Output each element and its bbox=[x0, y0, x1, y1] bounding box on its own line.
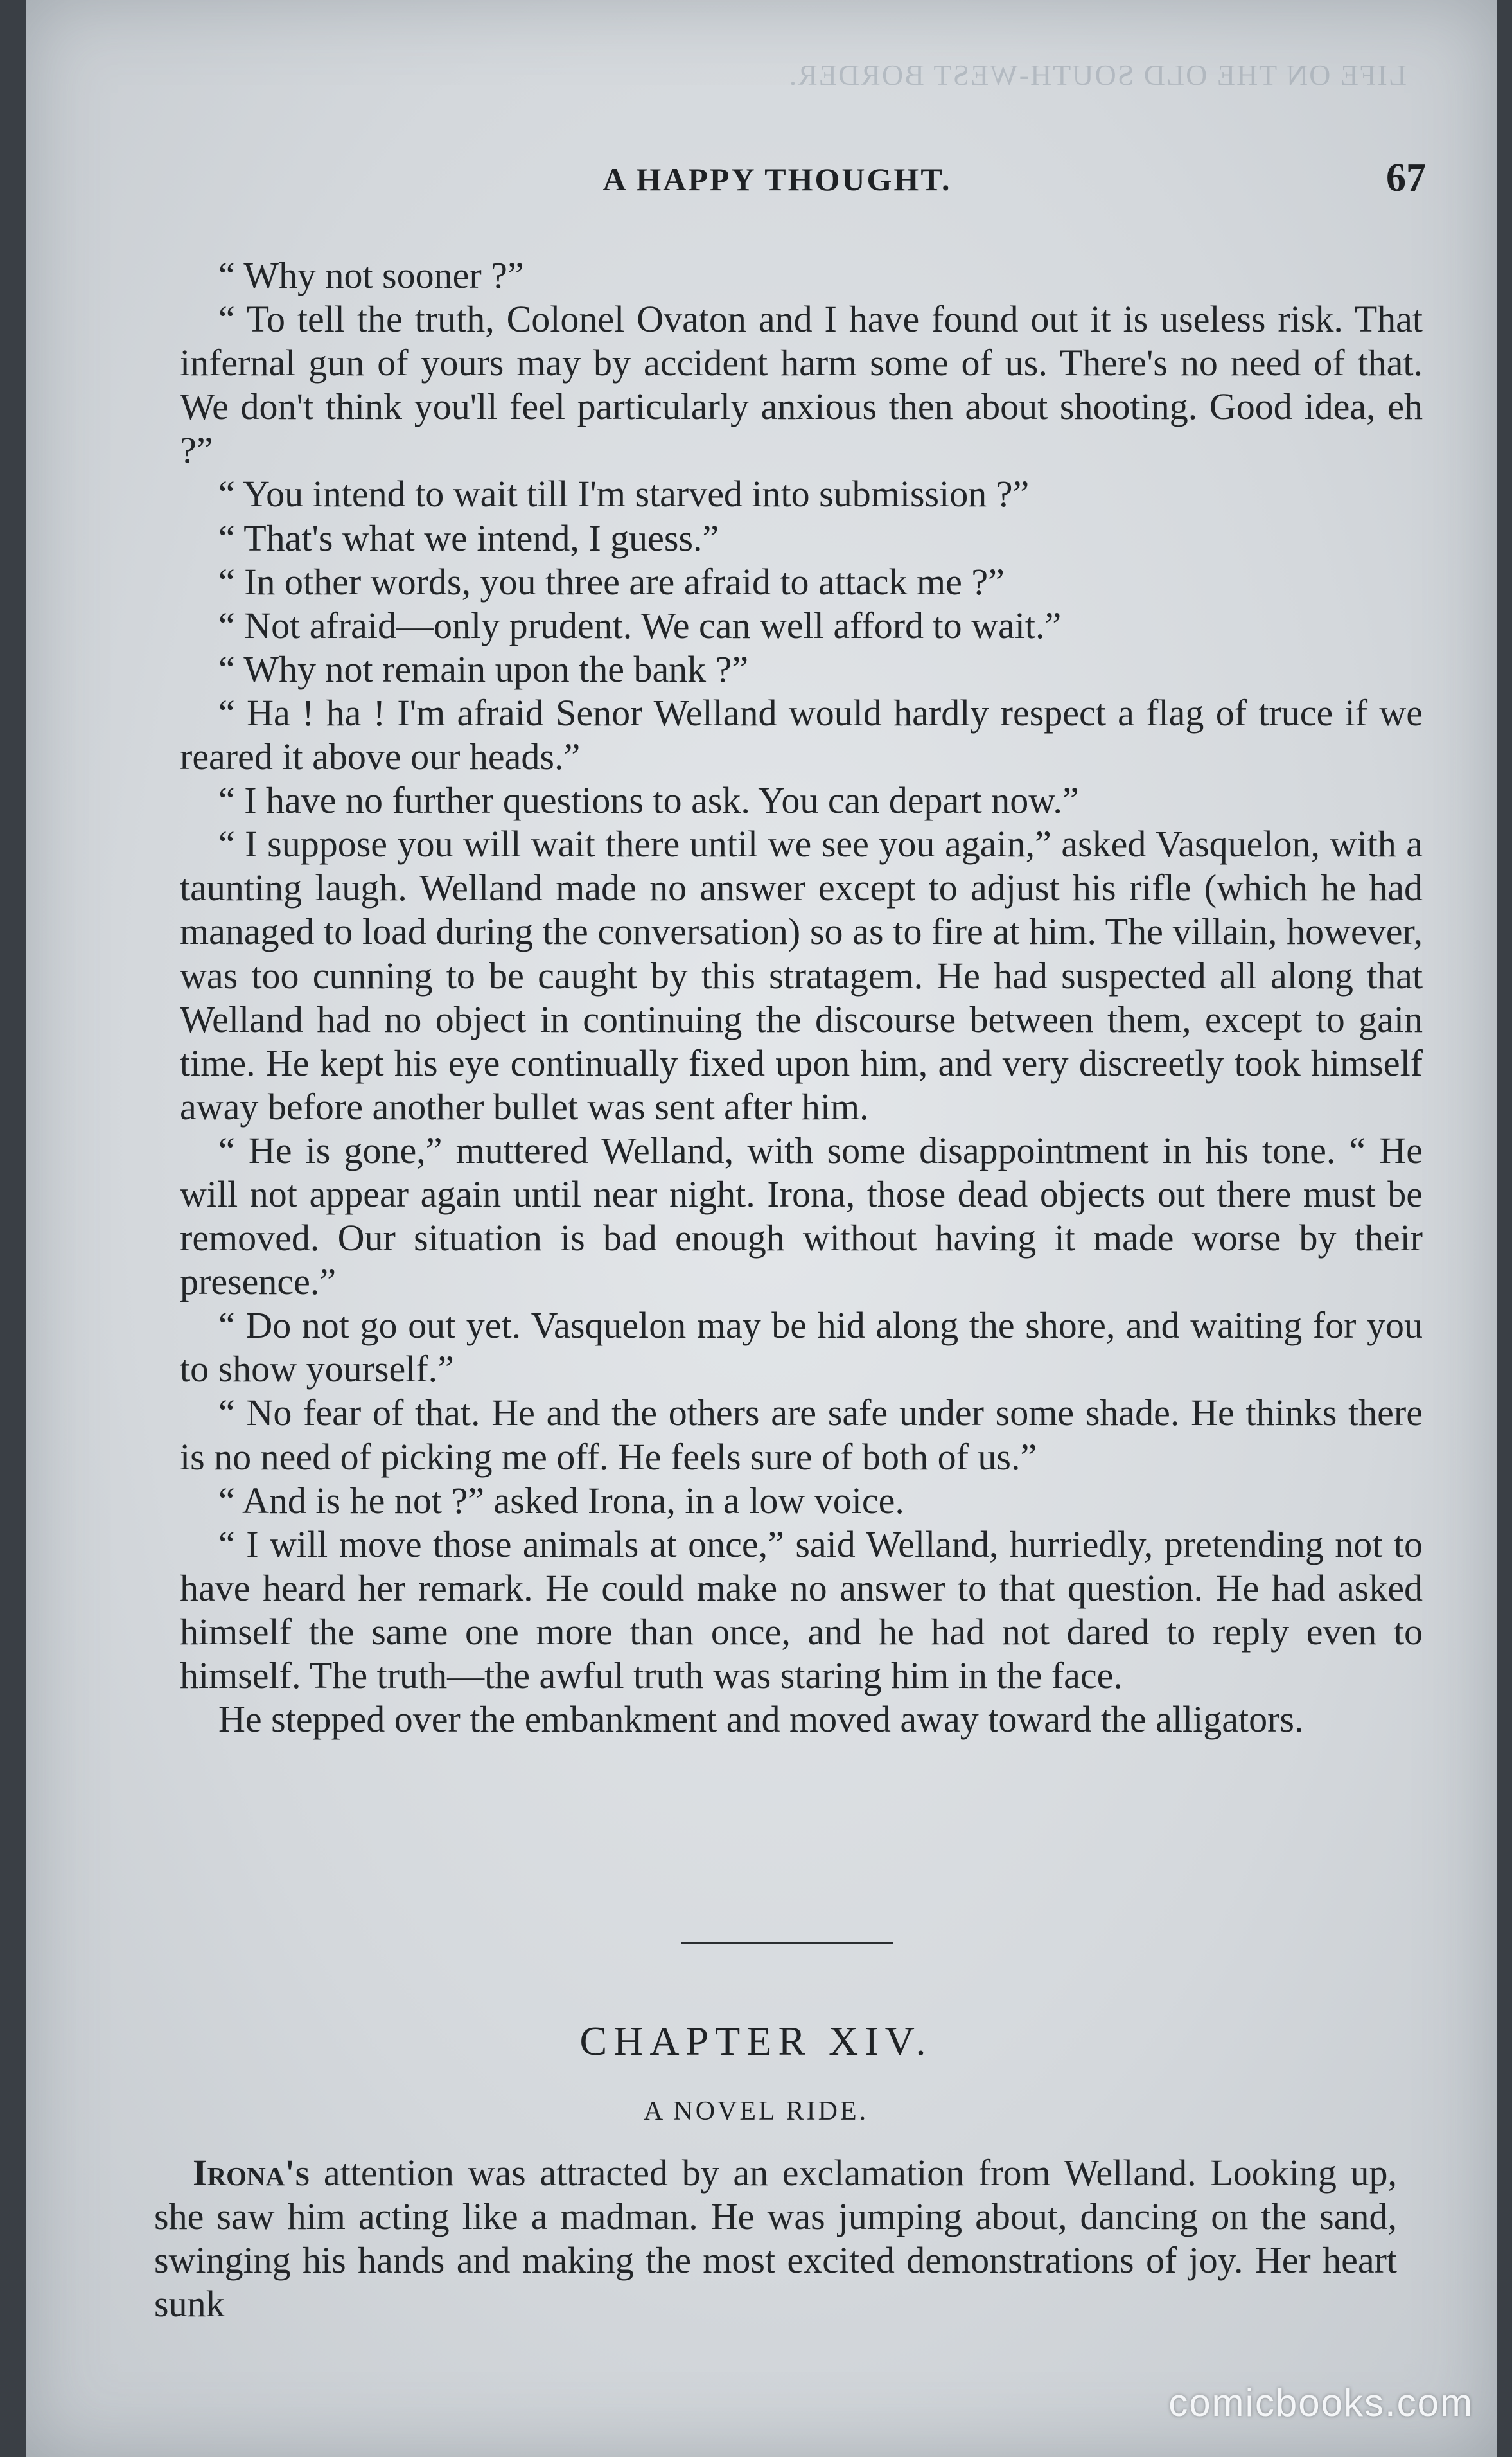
paragraph: “ He is gone,” muttered Welland, with some disappointment in his tone. “ He will not appear again until near night. Irona, those dead objects out there must be removed. Our situation is bad enough without having it made worse by their presence.” bbox=[180, 1129, 1423, 1303]
paragraph: “ You intend to wait till I'm starved into submission ?” bbox=[218, 473, 1030, 515]
chapter-title: CHAPTER XIV. bbox=[579, 2018, 933, 2064]
section-divider bbox=[681, 1942, 893, 1944]
paragraph: “ I will move those animals at once,” said Welland, hurriedly, pretending not to have heard her remark. He could make no answer to that question. He had asked himself the same one more than once, and he had not dared to reply even to himself. The truth—the awful truth was staring him in the face. bbox=[180, 1523, 1423, 1696]
paragraph: “ Do not go out yet. Vasquelon may be hid along the shore, and waiting for you to show yourself.” bbox=[180, 1304, 1423, 1390]
paragraph: “ Ha ! ha ! I'm afraid Senor Welland would hardly respect a flag of truce if we reared it above our heads.” bbox=[180, 691, 1423, 778]
page-header bbox=[128, 156, 1426, 212]
paragraph: “ And is he not ?” asked Irona, in a low voice. bbox=[218, 1479, 904, 1521]
paragraph: “ No fear of that. He and the others are safe under some shade. He thinks there is no need of picking me off. He feels sure of both of us.” bbox=[180, 1392, 1423, 1478]
bleed-through-text: LIFE ON THE OLD SOUTH-WEST BORDER. bbox=[787, 58, 1407, 91]
page-number: 67 bbox=[1386, 156, 1426, 200]
paragraph: “ Why not remain upon the bank ?” bbox=[218, 648, 749, 690]
paragraph: “ Not afraid—only prudent. We can well afford to wait.” bbox=[218, 604, 1062, 646]
paragraph: “ That's what we intend, I guess.” bbox=[218, 517, 719, 559]
paragraph: “ I have no further questions to ask. You can depart now.” bbox=[218, 779, 1079, 822]
chapter-first-word: Irona's bbox=[193, 2152, 310, 2194]
paragraph: “ I suppose you will wait there until we see you again,” asked Vasquelon, with a taunting laugh. Welland made no answer except to adjust his rifle (which he had managed to load during the conversation) so as to fire at him. The villain, however, was too cunning to be caught by this stratagem. He had suspected all along that Welland had no object in continuing the discourse between them, except to gain time. He kept his eye continually fixed upon him, and very discreetly took himself away before another bullet was sent after him. bbox=[180, 823, 1423, 1128]
paragraph: He stepped over the embankment and moved away toward the alligators. bbox=[218, 1698, 1304, 1741]
paragraph: “ In other words, you three are afraid to attack me ?” bbox=[218, 560, 1005, 603]
chapter-subtitle: A NOVEL RIDE. bbox=[643, 2097, 869, 2126]
chapter-body-text bbox=[154, 2151, 1397, 2326]
paragraph: “ Why not sooner ?” bbox=[218, 254, 524, 296]
paragraph: “ To tell the truth, Colonel Ovaton and I have found out it is useless risk. That infernal gun of yours may by accident harm some of us. There's no need of that. We don't think you'll feel particularly anxious then about shooting. Good idea, eh ?” bbox=[180, 298, 1423, 472]
running-title: A HAPPY THOUGHT. bbox=[602, 161, 952, 197]
body-text bbox=[180, 254, 1423, 1741]
chapter-paragraph bbox=[154, 2151, 1397, 2326]
watermark-logo: comicbooks.com bbox=[1168, 2381, 1473, 2424]
book-page bbox=[26, 0, 1497, 2457]
chapter-paragraph-text: attention was attracted by an exclamation from Welland. Looking up, she saw him acting like a madman. He was jumping about, dancing on the sand, swinging his hands and making the most excited demonstrations of joy. Her heart sunk bbox=[154, 2152, 1397, 2325]
